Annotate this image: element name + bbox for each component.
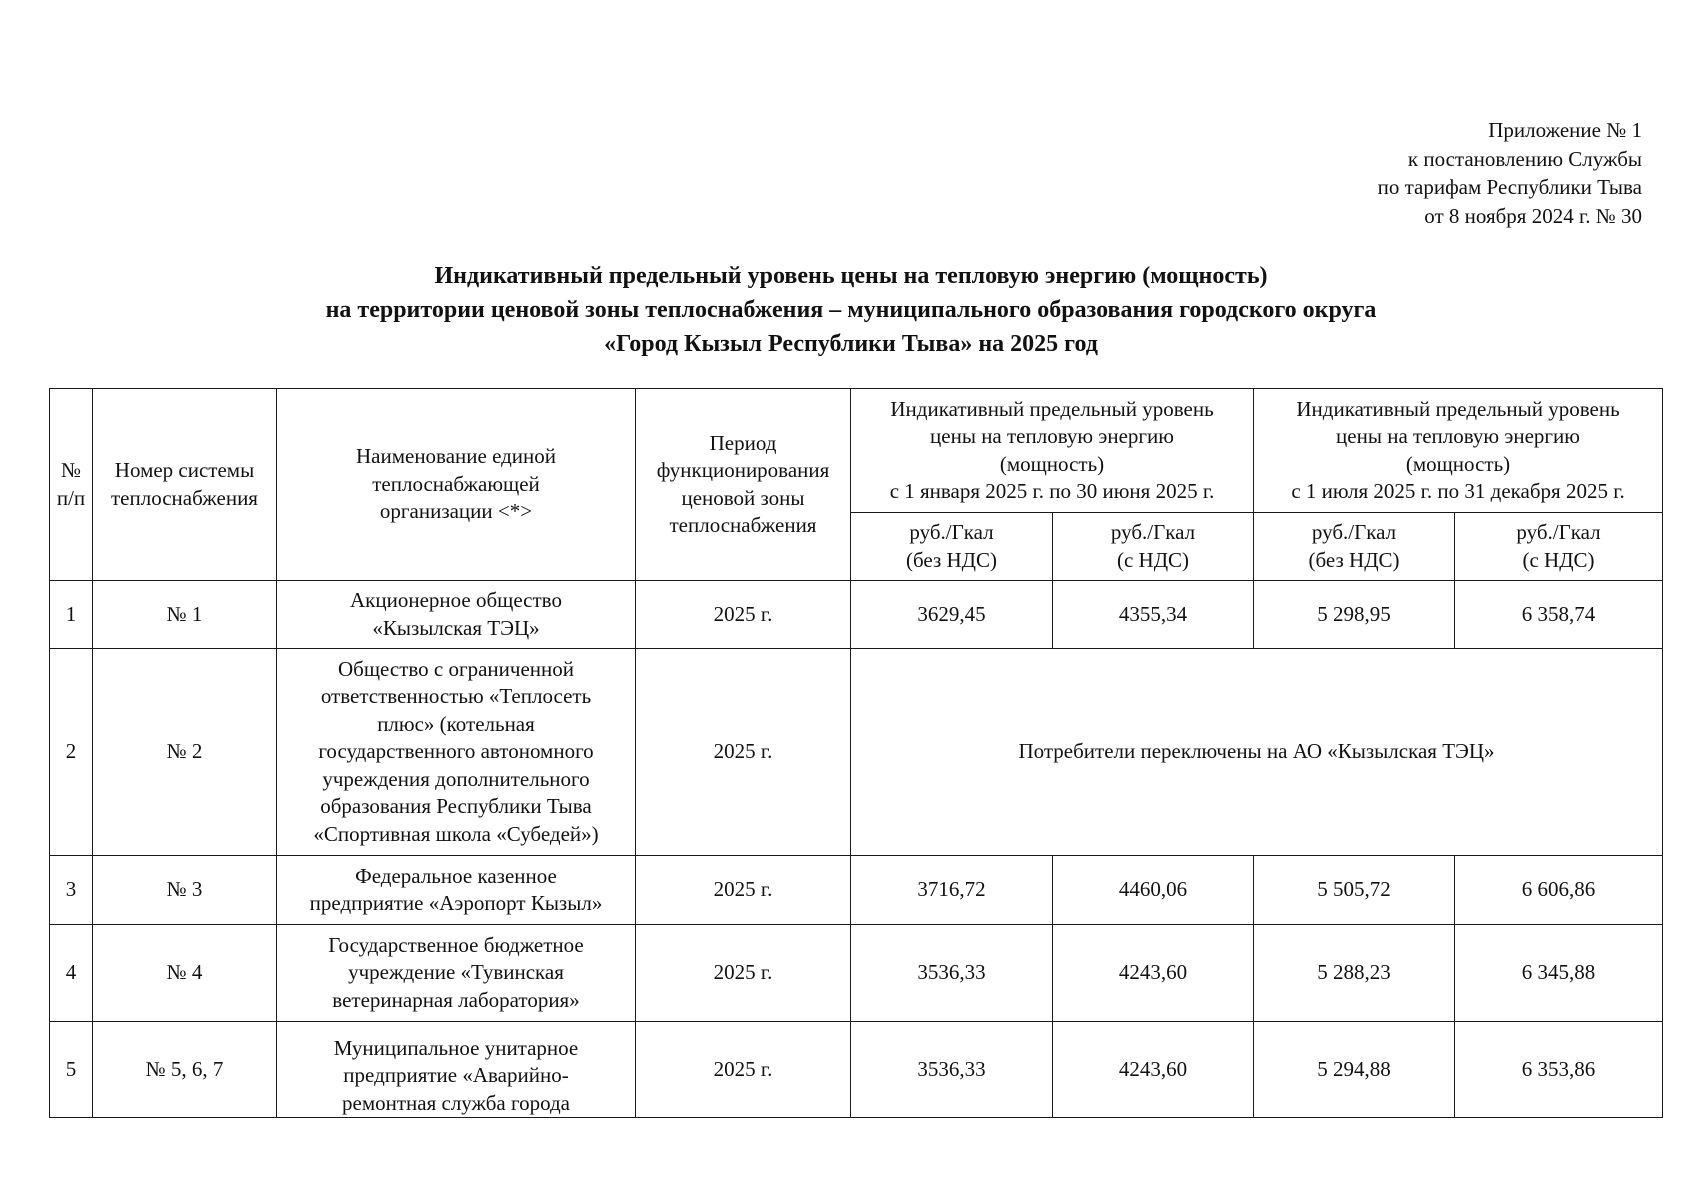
cell-h1-with-vat: 4243,60	[1053, 1022, 1254, 1118]
cell-h2-with-vat: 6 358,74	[1455, 581, 1663, 649]
table-row	[50, 1022, 1663, 1118]
cell-h1-with-vat: 4243,60	[1053, 925, 1254, 1022]
cell-organization: Акционерное общество «Кызылская ТЭЦ»	[277, 581, 636, 649]
document-title	[0, 259, 1702, 361]
cell-h1-with-vat: 4460,06	[1053, 856, 1254, 925]
cell-organization: Общество с ограниченной ответственностью «Теплосеть плюс» (котельная государственного автономного учреждения дополнительного образования Республики Тыва «Спортивная школа «Субедей»)	[277, 649, 636, 856]
table-row	[50, 925, 1663, 1022]
header-num: № п/п	[50, 389, 93, 581]
title-line: на территории ценовой зоны теплоснабжения – муниципального образования городского округа	[325, 297, 1377, 323]
cell-num: 5	[50, 1022, 93, 1118]
header-h2-with-vat: руб./Гкал (с НДС)	[1455, 513, 1663, 581]
title-line: Индикативный предельный уровень цены на тепловую энергию (мощность)	[434, 263, 1268, 289]
cell-h2-no-vat: 5 294,88	[1254, 1022, 1455, 1118]
cell-num: 4	[50, 925, 93, 1022]
header-h1-with-vat: руб./Гкал (с НДС)	[1053, 513, 1254, 581]
header-h1-no-vat: руб./Гкал (без НДС)	[851, 513, 1053, 581]
cell-organization-text: Муниципальное унитарное предприятие «Аварийно- ремонтная служба города	[333, 1035, 579, 1115]
table-row	[50, 649, 1663, 856]
appendix-line: к постановлению Службы	[1407, 146, 1642, 171]
table-row	[50, 581, 1663, 649]
cell-organization: Федеральное казенное предприятие «Аэропорт Кызыл»	[277, 856, 636, 925]
cell-h1-no-vat: 3536,33	[851, 925, 1053, 1022]
cell-h1-no-vat: 3629,45	[851, 581, 1053, 649]
header-row	[50, 389, 1663, 513]
cell-h2-with-vat: 6 345,88	[1455, 925, 1663, 1022]
cell-period: 2025 г.	[636, 1022, 851, 1118]
cell-system: № 1	[93, 581, 277, 649]
appendix-line: от 8 ноября 2024 г. № 30	[1424, 203, 1642, 228]
cell-h1-with-vat: 4355,34	[1053, 581, 1254, 649]
cell-system: № 2	[93, 649, 277, 856]
cell-system: № 3	[93, 856, 277, 925]
cell-h1-no-vat: 3716,72	[851, 856, 1053, 925]
cell-system: № 4	[93, 925, 277, 1022]
header-second-half: Индикативный предельный уровень цены на тепловую энергию (мощность) с 1 июля 2025 г. по 31 декабря 2025 г.	[1254, 389, 1663, 513]
cell-h2-no-vat: 5 288,23	[1254, 925, 1455, 1022]
cell-h2-with-vat: 6 353,86	[1455, 1022, 1663, 1118]
cell-h1-no-vat: 3536,33	[851, 1022, 1053, 1118]
cell-h2-no-vat: 5 505,72	[1254, 856, 1455, 925]
tariff-table	[49, 388, 1663, 1118]
cell-switched-note: Потребители переключены на АО «Кызылская ТЭЦ»	[851, 649, 1663, 856]
appendix-line: Приложение № 1	[1488, 118, 1642, 142]
table-row	[50, 856, 1663, 925]
appendix-line: по тарифам Республики Тыва	[1377, 175, 1642, 199]
cell-period: 2025 г.	[636, 856, 851, 925]
cell-period: 2025 г.	[636, 581, 851, 649]
cell-num: 1	[50, 581, 93, 649]
appendix-block	[1378, 116, 1642, 230]
cell-num: 2	[50, 649, 93, 856]
cell-num: 3	[50, 856, 93, 925]
cell-organization	[277, 1022, 636, 1118]
header-system: Номер системы теплоснабжения	[93, 389, 277, 581]
cell-h2-no-vat: 5 298,95	[1254, 581, 1455, 649]
cell-period: 2025 г.	[636, 925, 851, 1022]
cell-system: № 5, 6, 7	[93, 1022, 277, 1118]
cell-h2-with-vat: 6 606,86	[1455, 856, 1663, 925]
title-line: «Город Кызыл Республики Тыва» на 2025 год	[604, 331, 1098, 357]
header-h2-no-vat: руб./Гкал (без НДС)	[1254, 513, 1455, 581]
header-period: Период функционирования ценовой зоны теплоснабжения	[636, 389, 851, 581]
cell-period: 2025 г.	[636, 649, 851, 856]
header-first-half: Индикативный предельный уровень цены на тепловую энергию (мощность) с 1 января 2025 г. по 30 июня 2025 г.	[851, 389, 1254, 513]
header-organization: Наименование единой теплоснабжающей организации <*>	[277, 389, 636, 581]
cell-organization: Государственное бюджетное учреждение «Тувинская ветеринарная лаборатория»	[277, 925, 636, 1022]
